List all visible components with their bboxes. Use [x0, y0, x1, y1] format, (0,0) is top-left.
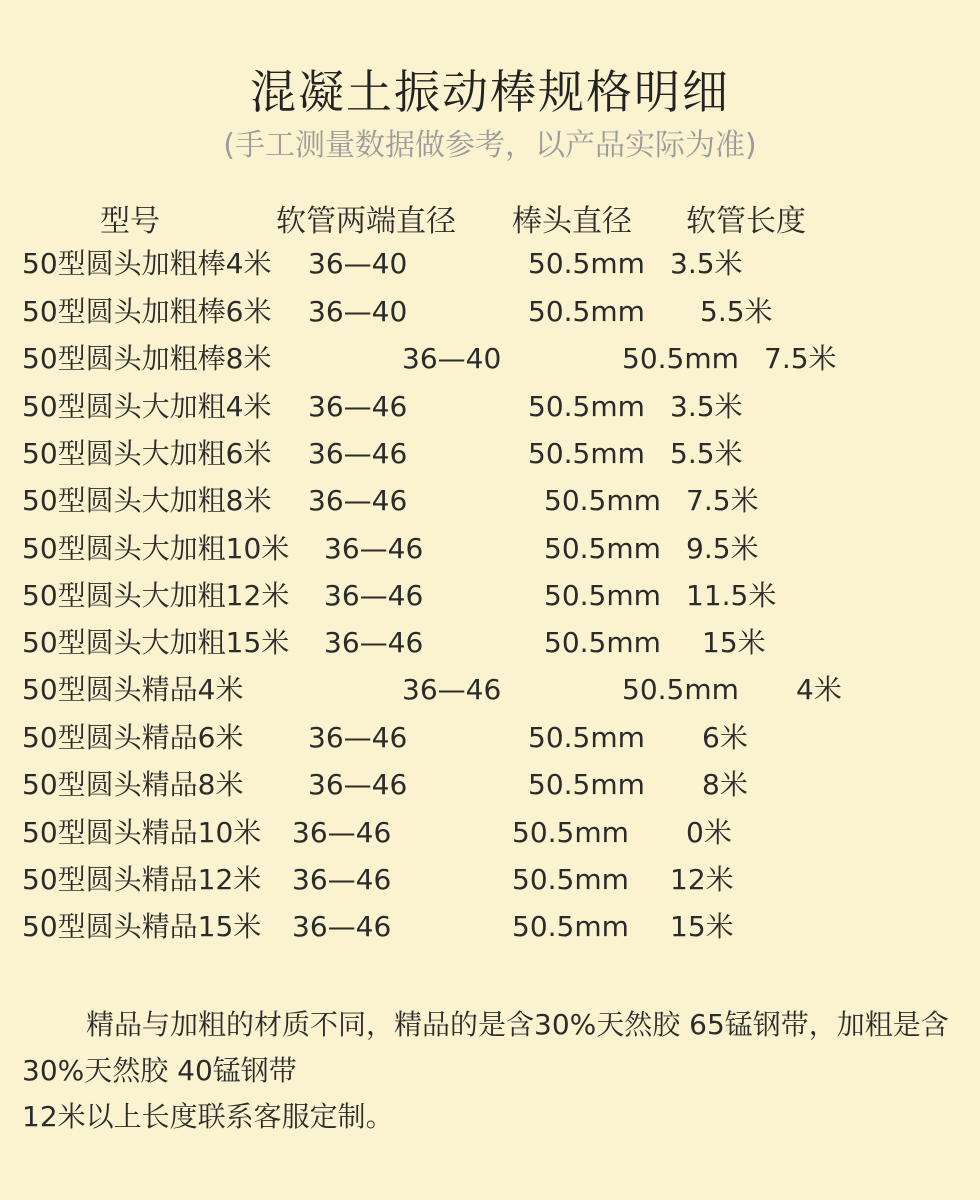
row-head-diameter: 50.5mm — [512, 863, 629, 896]
row-model: 50型圆头精品10米 — [22, 816, 262, 849]
row-hose-length: 8米 — [702, 768, 748, 801]
row-hose-length: 3.5米 — [670, 390, 743, 423]
page-title: 混凝土振动棒规格明细 — [250, 65, 730, 119]
row-head-diameter: 50.5mm — [528, 295, 645, 328]
header-head-diameter: 棒头直径 — [512, 204, 632, 239]
row-hose-length: 11.5米 — [686, 579, 777, 612]
material-note: 精品与加粗的材质不同，精品的是含30%天然胶 65锰钢带，加粗是含30%天然胶 40锰钢带 — [22, 1008, 949, 1087]
row-head-diameter: 50.5mm — [622, 673, 739, 706]
row-head-diameter: 50.5mm — [528, 721, 645, 754]
row-head-diameter: 50.5mm — [528, 247, 645, 280]
row-head-diameter: 50.5mm — [528, 390, 645, 423]
row-hose-length: 6米 — [702, 721, 748, 754]
row-model: 50型圆头加粗棒8米 — [22, 342, 272, 375]
row-head-diameter: 50.5mm — [512, 816, 629, 849]
row-hose-length: 9.5米 — [686, 532, 759, 565]
row-hose-diameter: 36—40 — [308, 295, 408, 328]
row-model: 50型圆头精品15米 — [22, 910, 262, 943]
row-hose-diameter: 36—40 — [402, 342, 502, 375]
row-hose-diameter: 36—46 — [324, 626, 424, 659]
row-hose-diameter: 36—40 — [308, 247, 408, 280]
row-hose-diameter: 36—46 — [292, 816, 392, 849]
row-head-diameter: 50.5mm — [528, 437, 645, 470]
row-hose-diameter: 36—46 — [324, 579, 424, 612]
row-model: 50型圆头大加粗4米 — [22, 390, 272, 423]
custom-note: 12米以上长度联系客服定制。 — [22, 1100, 394, 1133]
row-hose-length: 0米 — [686, 816, 732, 849]
row-head-diameter: 50.5mm — [512, 910, 629, 943]
row-hose-diameter: 36—46 — [308, 721, 408, 754]
row-head-diameter: 50.5mm — [544, 579, 661, 612]
row-head-diameter: 50.5mm — [544, 626, 661, 659]
header-hose-diameter: 软管两端直径 — [276, 204, 456, 239]
row-model: 50型圆头加粗棒6米 — [22, 295, 272, 328]
row-hose-length: 7.5米 — [686, 484, 759, 517]
row-model: 50型圆头精品6米 — [22, 721, 244, 754]
row-model: 50型圆头精品4米 — [22, 673, 244, 706]
row-hose-diameter: 36—46 — [308, 390, 408, 423]
row-model: 50型圆头加粗棒4米 — [22, 247, 272, 280]
row-hose-length: 5.5米 — [700, 295, 773, 328]
row-model: 50型圆头大加粗8米 — [22, 484, 272, 517]
page-subtitle: (手工测量数据做参考，以产品实际为准) — [223, 128, 757, 163]
row-model: 50型圆头大加粗12米 — [22, 579, 290, 612]
row-hose-length: 15米 — [702, 626, 766, 659]
header-hose-length: 软管长度 — [686, 204, 806, 239]
row-head-diameter: 50.5mm — [544, 532, 661, 565]
row-model: 50型圆头精品8米 — [22, 768, 244, 801]
row-head-diameter: 50.5mm — [622, 342, 739, 375]
row-head-diameter: 50.5mm — [528, 768, 645, 801]
row-hose-diameter: 36—46 — [292, 863, 392, 896]
row-model: 50型圆头大加粗6米 — [22, 437, 272, 470]
row-hose-diameter: 36—46 — [308, 484, 408, 517]
row-hose-diameter: 36—46 — [308, 768, 408, 801]
row-hose-diameter: 36—46 — [324, 532, 424, 565]
row-model: 50型圆头精品12米 — [22, 863, 262, 896]
row-hose-length: 3.5米 — [670, 247, 743, 280]
row-hose-length: 5.5米 — [670, 437, 743, 470]
row-hose-length: 15米 — [670, 910, 734, 943]
header-model: 型号 — [100, 204, 160, 239]
row-hose-diameter: 36—46 — [292, 910, 392, 943]
row-hose-length: 4米 — [796, 673, 842, 706]
row-hose-diameter: 36—46 — [402, 673, 502, 706]
row-head-diameter: 50.5mm — [544, 484, 661, 517]
row-hose-length: 12米 — [670, 863, 734, 896]
row-hose-length: 7.5米 — [764, 342, 837, 375]
row-hose-diameter: 36—46 — [308, 437, 408, 470]
row-model: 50型圆头大加粗15米 — [22, 626, 290, 659]
row-model: 50型圆头大加粗10米 — [22, 532, 290, 565]
